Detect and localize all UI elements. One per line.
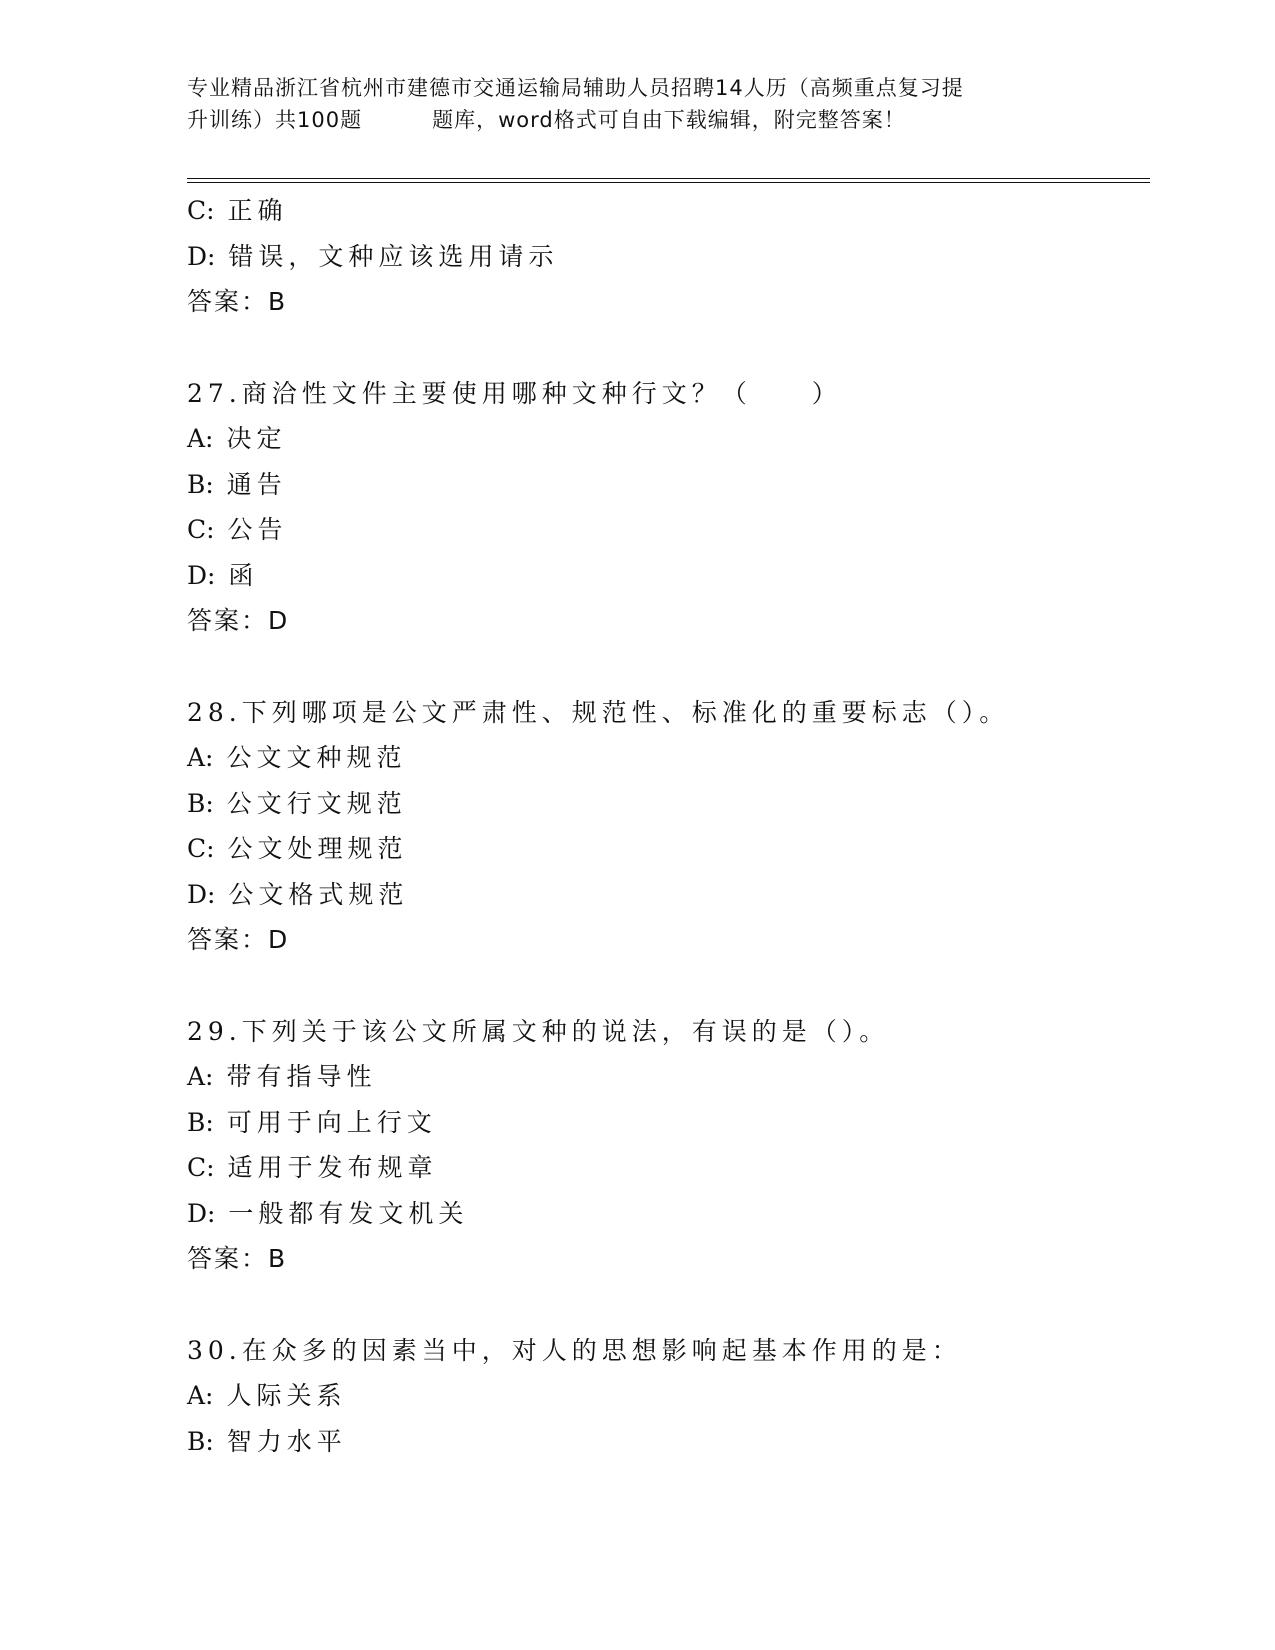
answer-line: 答案：D	[187, 925, 290, 954]
question-title: 29.下列关于该公文所属文种的说法，有误的是（）。	[187, 1016, 890, 1046]
option-c: C: 公告	[187, 515, 288, 544]
header-line-1: 专业精品浙江省杭州市建德市交通运输局辅助人员招聘14人历（高频重点复习提	[187, 76, 964, 100]
answer-line: 答案：B	[187, 287, 288, 316]
question-28	[187, 690, 1137, 963]
question-30	[187, 1328, 1137, 1465]
option-b: B: 公文行文规范	[187, 788, 407, 818]
option-c: C: 适用于发布规章	[187, 1153, 438, 1182]
question-title: 27.商洽性文件主要使用哪种文种行文？（ ）	[187, 378, 842, 408]
option-b: B: 可用于向上行文	[187, 1107, 437, 1137]
header-divider-bottom	[187, 182, 1150, 183]
option-c: C: 正确	[187, 196, 288, 225]
option-a: A: 带有指导性	[187, 1062, 377, 1091]
header-divider-top	[187, 178, 1150, 179]
option-a: A: 公文文种规范	[187, 743, 407, 772]
option-d: D: 函	[187, 560, 259, 590]
answer-line: 答案：D	[187, 606, 290, 635]
answer-line: 答案：B	[187, 1244, 288, 1273]
document-header	[187, 72, 1087, 136]
question-27	[187, 371, 1137, 644]
option-a: A: 决定	[187, 424, 287, 453]
header-line-2	[187, 104, 1087, 136]
option-a: A: 人际关系	[187, 1381, 347, 1410]
option-d: D: 公文格式规范	[187, 879, 409, 909]
option-d: D: 一般都有发文机关	[187, 1198, 469, 1228]
option-b: B: 通告	[187, 469, 287, 499]
header-line-2-part-2: 题库，word格式可自由下载编辑，附完整答案！	[432, 108, 906, 132]
question-29	[187, 1009, 1137, 1282]
option-b: B: 智力水平	[187, 1426, 347, 1456]
question-title: 28.下列哪项是公文严肃性、规范性、标准化的重要标志（）。	[187, 697, 1010, 727]
header-line-2-part-1: 升训练）共100题	[187, 108, 363, 132]
question-list	[187, 188, 1137, 1464]
question-26-continued	[187, 188, 1137, 325]
option-d: D: 错误，文种应该选用请示	[187, 241, 559, 271]
option-c: C: 公文处理规范	[187, 834, 408, 863]
question-title: 30.在众多的因素当中，对人的思想影响起基本作用的是：	[187, 1335, 962, 1365]
